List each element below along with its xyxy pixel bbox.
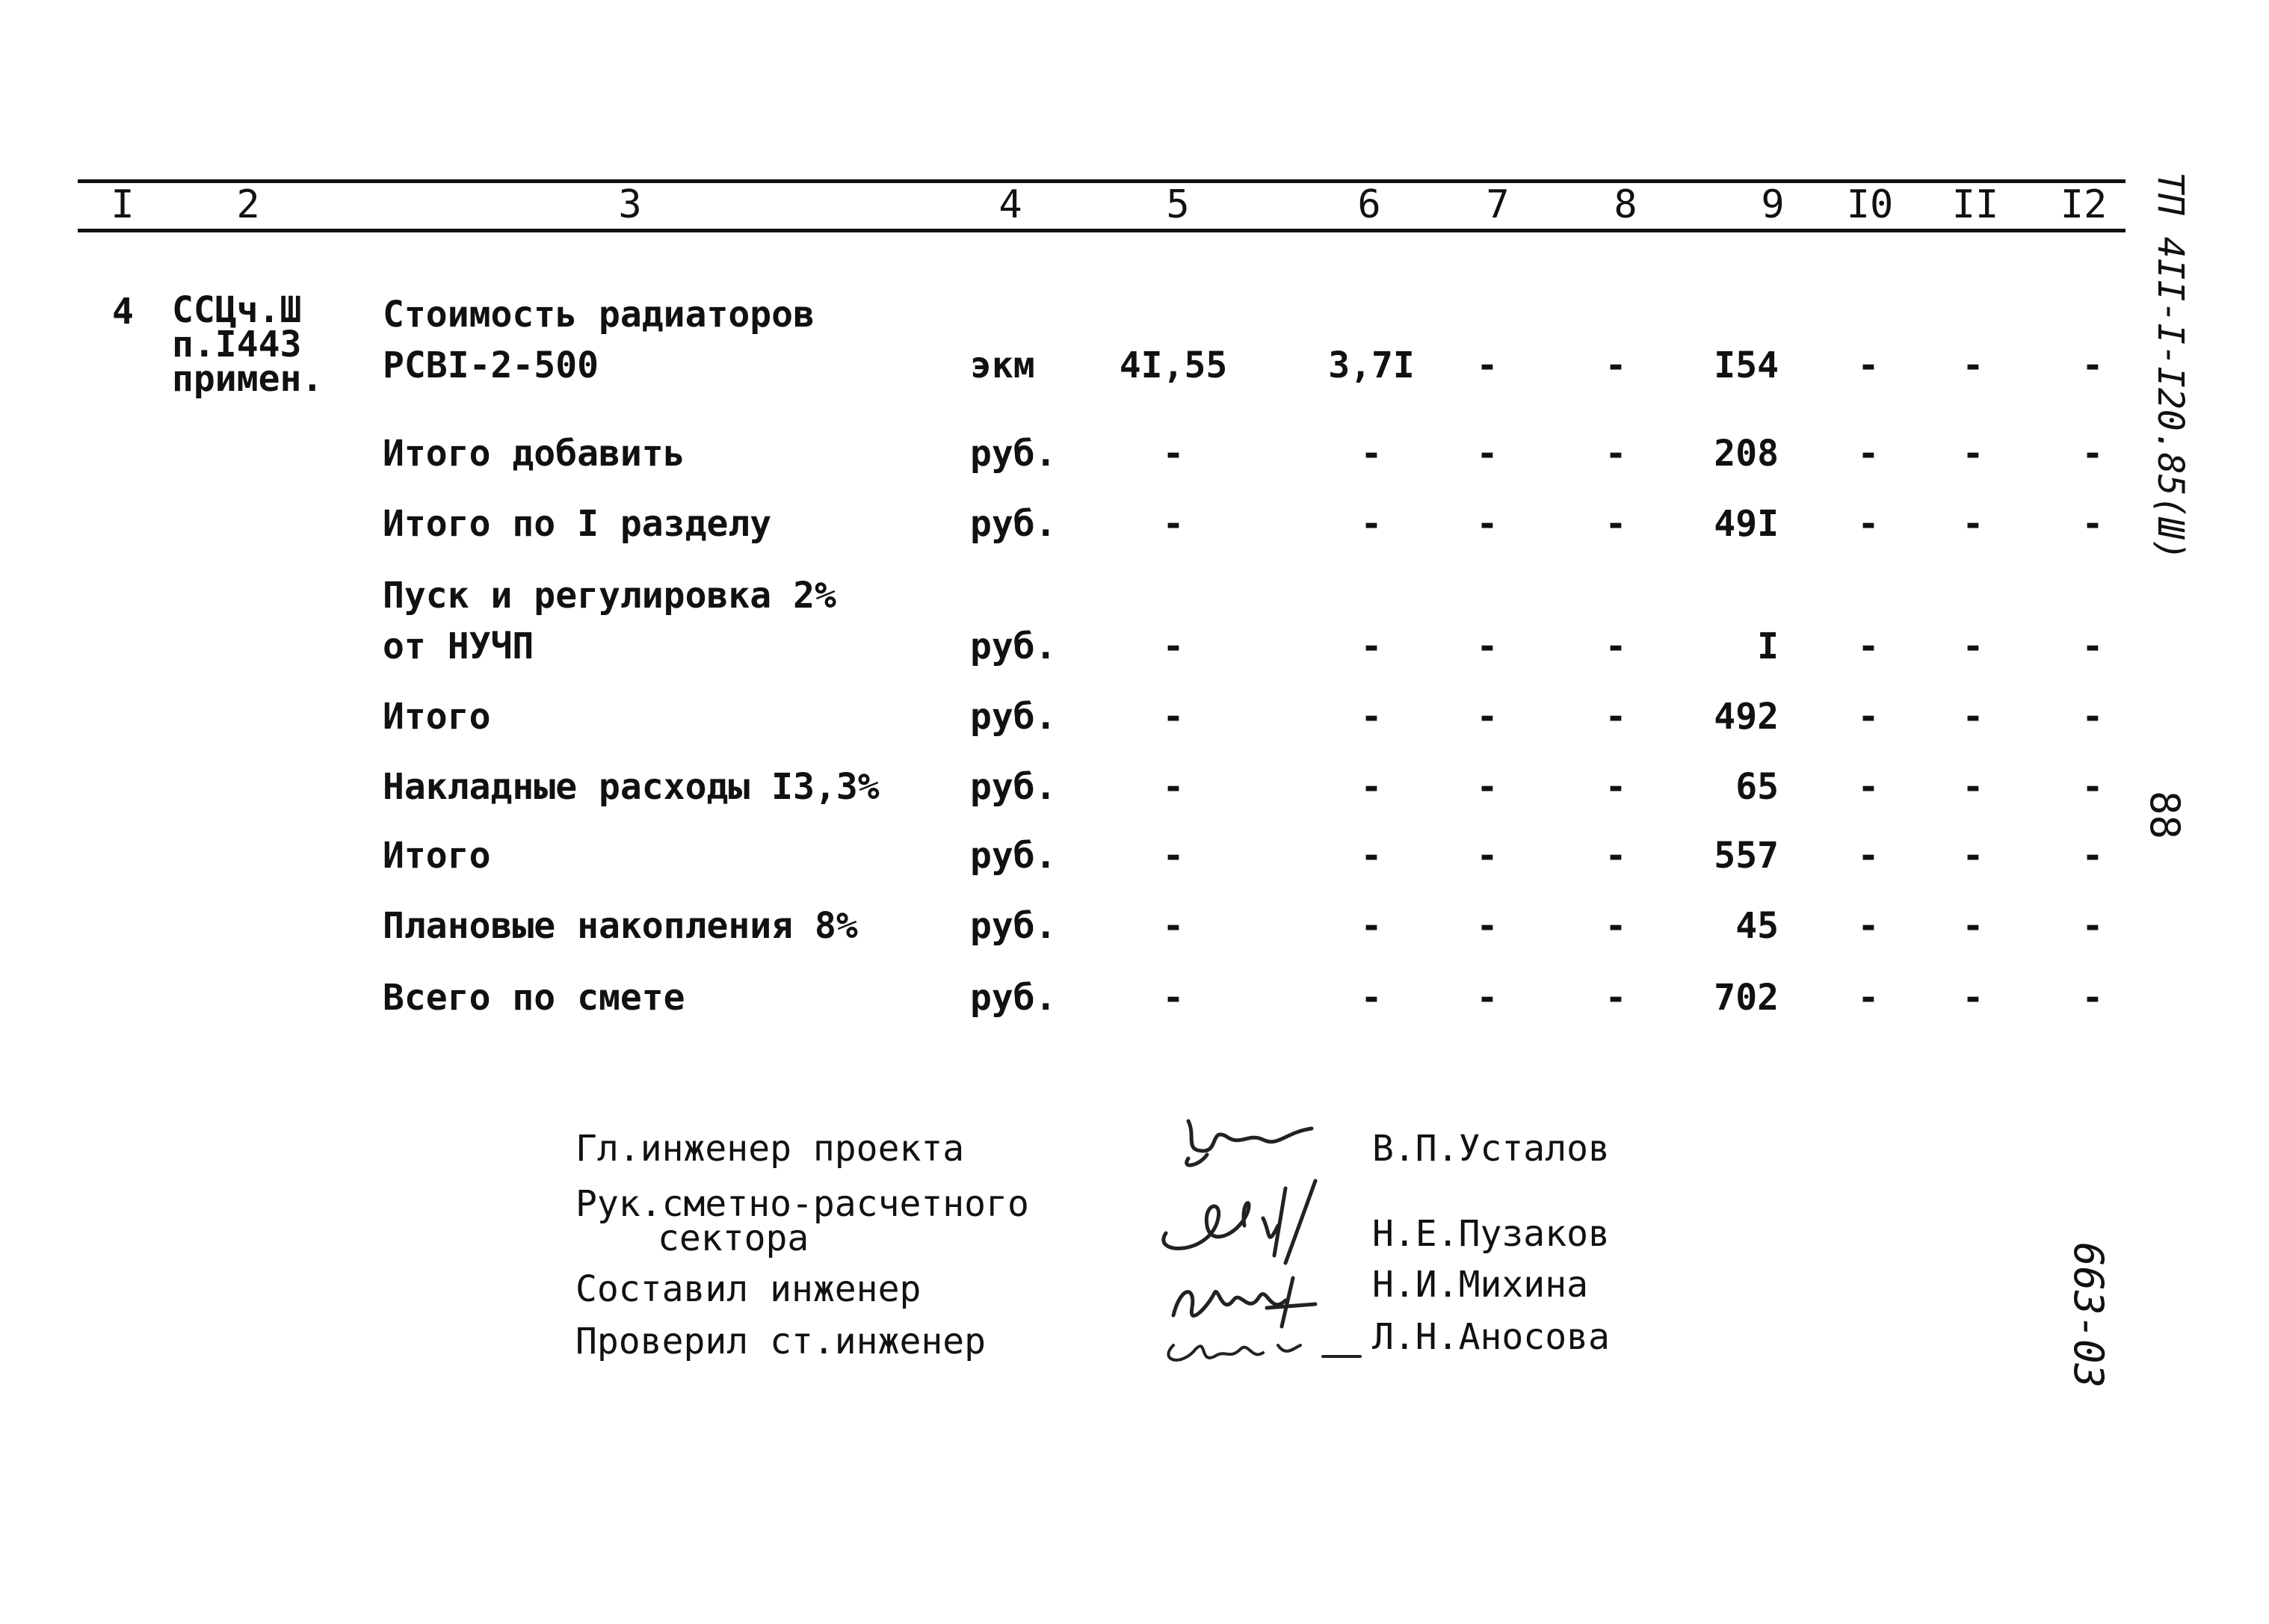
row-2-col-11: - xyxy=(1962,433,1984,475)
row-3-col-5: - xyxy=(1162,503,1185,545)
row-4-col-8: - xyxy=(1605,626,1627,667)
row-7-col-7: - xyxy=(1476,835,1498,877)
column-header-9: 9 xyxy=(1761,182,1785,227)
row-9-col-5: - xyxy=(1162,977,1185,1019)
document-code-vertical: ТП 4II-I-I20.85(Ш) xyxy=(2149,172,2191,561)
row-3-col-7: - xyxy=(1476,503,1498,545)
row-9-col-6: - xyxy=(1360,977,1383,1019)
page-number-vertical: 88 xyxy=(2141,791,2188,840)
row-6-col-9: 65 xyxy=(1735,766,1779,808)
row-6-col-6: - xyxy=(1360,766,1383,808)
signer-4-name: Л.Н.Аносова xyxy=(1372,1316,1610,1358)
row-6-col-11: - xyxy=(1962,766,1984,808)
row-9-col-12: - xyxy=(2081,977,2104,1019)
row-3-col-11: - xyxy=(1962,503,1984,545)
row-2-col-7: - xyxy=(1476,433,1498,475)
row-1-col-12: - xyxy=(2081,345,2104,386)
row-1-col-11: - xyxy=(1962,345,1984,386)
signer-1-role: Гл.инженер проекта xyxy=(575,1128,965,1170)
row-2-col-5: - xyxy=(1162,433,1185,475)
row-8-col-10: - xyxy=(1857,905,1880,947)
row-1-unit: экм xyxy=(970,345,1035,386)
signer-2-name: Н.Е.Пузаков xyxy=(1372,1213,1610,1255)
row-8-col-5: - xyxy=(1162,905,1185,947)
row-1-reference-line-1: ССЦч.Ш xyxy=(172,289,302,331)
sheet-code-vertical: 663-03 xyxy=(2065,1242,2112,1389)
signer-3-role: Составил инженер xyxy=(575,1268,922,1310)
column-header-5: 5 xyxy=(1166,182,1190,227)
row-5-col-12: - xyxy=(2081,696,2104,738)
row-4-col-6: - xyxy=(1360,626,1383,667)
row-8-col-6: - xyxy=(1360,905,1383,947)
row-9-description: Всего по смете xyxy=(383,977,685,1019)
row-2-col-6: - xyxy=(1360,433,1383,475)
row-8-col-12: - xyxy=(2081,905,2104,947)
row-7-col-10: - xyxy=(1857,835,1880,877)
row-1-col-10: - xyxy=(1857,345,1880,386)
row-4-col-11: - xyxy=(1962,626,1984,667)
row-2-col-10: - xyxy=(1857,433,1880,475)
column-header-6: 6 xyxy=(1357,182,1381,227)
row-1-item-number: 4 xyxy=(112,291,134,333)
row-8-unit: руб. xyxy=(970,905,1057,947)
row-7-col-6: - xyxy=(1360,835,1383,877)
row-1-description-line-2: РСВI-2-500 xyxy=(383,345,599,386)
row-5-col-11: - xyxy=(1962,696,1984,738)
row-2-unit: руб. xyxy=(970,433,1057,475)
row-7-col-9: 557 xyxy=(1714,835,1779,877)
row-3-col-8: - xyxy=(1605,503,1627,545)
row-8-col-9: 45 xyxy=(1735,905,1779,947)
row-5-col-9: 492 xyxy=(1714,696,1779,738)
row-4-col-5: - xyxy=(1162,626,1185,667)
row-3-description: Итого по I разделу xyxy=(383,503,772,545)
column-header-1: I xyxy=(111,182,135,227)
row-5-col-7: - xyxy=(1476,696,1498,738)
row-5-col-6: - xyxy=(1360,696,1383,738)
row-2-description: Итого добавить xyxy=(383,433,685,475)
row-8-description: Плановые накопления 8% xyxy=(383,905,858,947)
row-6-col-7: - xyxy=(1476,766,1498,808)
row-6-unit: руб. xyxy=(970,766,1057,808)
handwritten-signature-2 xyxy=(1136,1173,1360,1271)
row-7-col-5: - xyxy=(1162,835,1185,877)
row-5-unit: руб. xyxy=(970,696,1057,738)
signer-2-role xyxy=(575,1183,1029,1259)
row-3-unit: руб. xyxy=(970,503,1057,545)
row-1-col-8: - xyxy=(1605,345,1627,386)
row-4-col-12: - xyxy=(2081,626,2104,667)
column-header-12: I2 xyxy=(2060,182,2108,227)
row-6-col-12: - xyxy=(2081,766,2104,808)
signer-4-role: Проверил ст.инженер xyxy=(575,1321,987,1362)
handwritten-signature-4 xyxy=(1136,1315,1360,1383)
column-header-11: II xyxy=(1951,182,1999,227)
row-3-col-12: - xyxy=(2081,503,2104,545)
row-6-col-5: - xyxy=(1162,766,1185,808)
row-4-unit: руб. xyxy=(970,626,1057,667)
row-4-col-7: - xyxy=(1476,626,1498,667)
row-9-unit: руб. xyxy=(970,977,1057,1019)
row-4-description-line-1: Пуск и регулировка 2% xyxy=(383,575,836,617)
row-1-reference-line-3: примен. xyxy=(172,358,324,400)
row-6-col-8: - xyxy=(1605,766,1627,808)
row-9-col-9: 702 xyxy=(1714,977,1779,1019)
row-5-col-10: - xyxy=(1857,696,1880,738)
row-5-col-8: - xyxy=(1605,696,1627,738)
row-5-description: Итого xyxy=(383,696,491,738)
signer-3-name: Н.И.Михина xyxy=(1372,1264,1588,1306)
row-1-reference-line-2: п.I443 xyxy=(172,324,302,365)
row-1-description-line-1: Стоимость радиаторов xyxy=(383,294,815,336)
row-3-col-10: - xyxy=(1857,503,1880,545)
row-9-col-11: - xyxy=(1962,977,1984,1019)
row-1-col-5: 4I,55 xyxy=(1119,345,1228,386)
signer-2-role-line-2: сектора xyxy=(658,1217,809,1259)
row-6-description: Накладные расходы I3,3% xyxy=(383,766,880,808)
signer-2-role-line-1: Рук.сметно-расчетного xyxy=(575,1183,1029,1225)
row-7-unit: руб. xyxy=(970,835,1057,877)
row-2-col-8: - xyxy=(1605,433,1627,475)
row-7-col-11: - xyxy=(1962,835,1984,877)
row-7-description: Итого xyxy=(383,835,491,877)
column-header-3: 3 xyxy=(618,182,642,227)
column-header-2: 2 xyxy=(236,182,260,227)
row-8-col-11: - xyxy=(1962,905,1984,947)
row-3-col-6: - xyxy=(1360,503,1383,545)
table-top-rule xyxy=(78,179,2126,183)
row-4-description-line-2: от НУЧП xyxy=(383,626,534,667)
row-1-col-6: 3,7I xyxy=(1328,345,1415,386)
column-header-7: 7 xyxy=(1486,182,1510,227)
row-4-col-9: I xyxy=(1757,626,1779,667)
column-header-8: 8 xyxy=(1614,182,1637,227)
row-1-col-9: I54 xyxy=(1714,345,1779,386)
row-5-col-5: - xyxy=(1162,696,1185,738)
column-header-10: I0 xyxy=(1846,182,1894,227)
signer-1-name: В.П.Усталов xyxy=(1372,1128,1610,1170)
row-6-col-10: - xyxy=(1857,766,1880,808)
handwritten-signature-1 xyxy=(1136,1106,1360,1173)
row-8-col-8: - xyxy=(1605,905,1627,947)
row-9-col-7: - xyxy=(1476,977,1498,1019)
row-8-col-7: - xyxy=(1476,905,1498,947)
row-9-col-8: - xyxy=(1605,977,1627,1019)
row-1-reference xyxy=(172,289,324,400)
row-3-col-9: 49I xyxy=(1714,503,1779,545)
row-7-col-8: - xyxy=(1605,835,1627,877)
table-header-rule xyxy=(78,229,2126,232)
row-4-col-10: - xyxy=(1857,626,1880,667)
row-1-col-7: - xyxy=(1476,345,1498,386)
row-7-col-12: - xyxy=(2081,835,2104,877)
column-header-4: 4 xyxy=(998,182,1022,227)
row-9-col-10: - xyxy=(1857,977,1880,1019)
row-2-col-12: - xyxy=(2081,433,2104,475)
row-2-col-9: 208 xyxy=(1714,433,1779,475)
